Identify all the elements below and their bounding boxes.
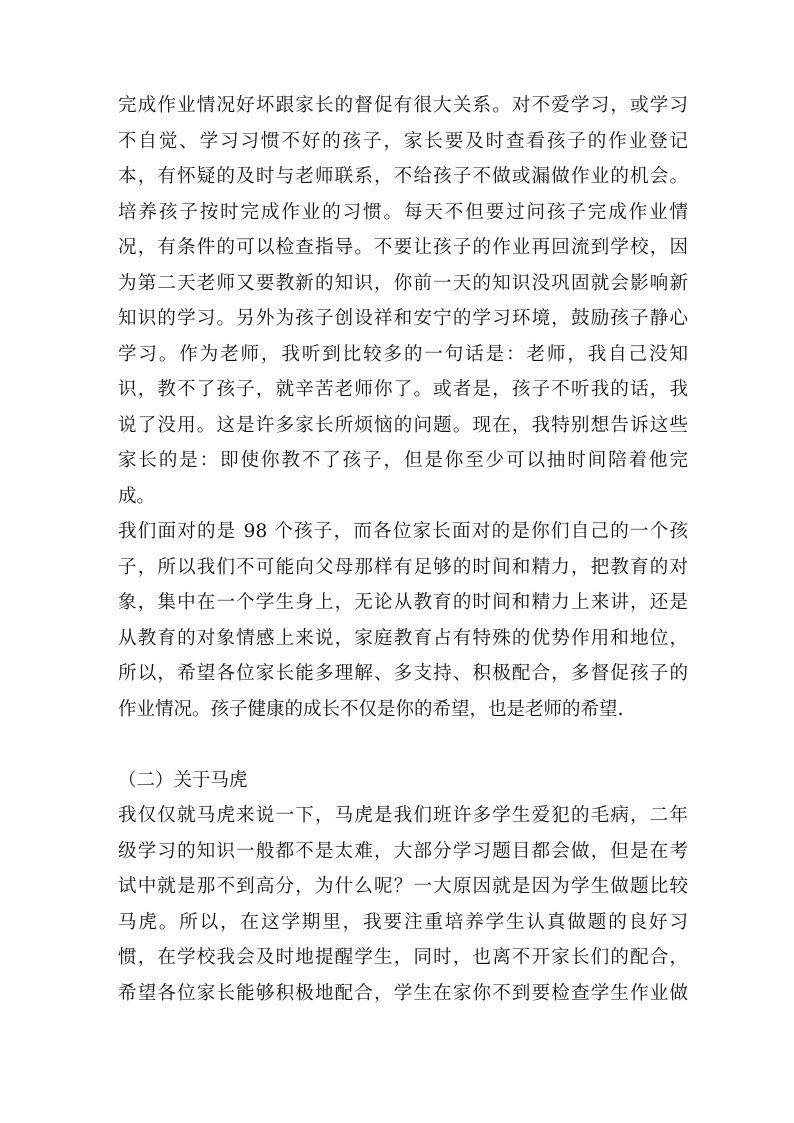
text-line: 子，所以我们不可能向父母那样有足够的时间和精力，把教育的对	[118, 556, 688, 578]
text-line: 从教育的对象情感上来说，家庭教育占有特殊的优势作用和地位，	[118, 627, 688, 649]
text-line: 所以，希望各位家长能多理解、多支持、积极配合，多督促孩子的	[118, 663, 688, 684]
text-line: 成。	[118, 485, 156, 507]
section-heading: （二）关于马虎	[118, 769, 248, 791]
text-line: 本，有怀疑的及时与老师联系，不给孩子不做或漏做作业的机会。	[118, 166, 688, 187]
text-line: 试中就是那不到高分，为什么呢？一大原因就是因为学生做题比较	[118, 876, 688, 897]
text-line: 希望各位家长能够积极地配合，学生在家你不到要检查学生作业做	[118, 982, 688, 1004]
text-line: 为第二天老师又要教新的知识，你前一天的知识没巩固就会影响新	[118, 272, 688, 294]
text-line: 说了没用。这是许多家长所烦恼的问题。现在，我特别想告诉这些	[118, 414, 688, 436]
text-line: 况，有条件的可以检查指导。不要让孩子的作业再回流到学校，因	[118, 237, 688, 258]
text-line: 家长的是：即使你教不了孩子，但是你至少可以抽时间陪着他完	[118, 450, 688, 471]
text-line: 我们面对的是 98 个孩子，而各位家长面对的是你们自己的一个孩	[118, 521, 688, 542]
text-line: 完成作业情况好坏跟家长的督促有很大关系。对不爱学习，或学习	[118, 95, 688, 116]
text-line: 识，教不了孩子，就辛苦老师你了。或者是，孩子不听我的话，我	[118, 379, 688, 400]
text-line: 象，集中在一个学生身上，无论从教育的时间和精力上来讲，还是	[118, 592, 688, 613]
text-line: 马虎。所以，在这学期里，我要注重培养学生认真做题的良好习	[118, 911, 688, 933]
text-line: 级学习的知识一般都不是太难，大部分学习题目都会做，但是在考	[118, 840, 688, 862]
document-body	[118, 88, 688, 1011]
text-line: 我仅仅就马虎来说一下，马虎是我们班许多学生爱犯的毛病，二年	[118, 805, 688, 826]
text-line: 作业情况。孩子健康的成长不仅是你的希望，也是老师的希望.	[118, 698, 624, 720]
text-line: 培养孩子按时完成作业的习惯。每天不但要过问孩子完成作业情	[118, 201, 688, 223]
text-line: 学习。作为老师，我听到比较多的一句话是：老师，我自己没知	[118, 343, 688, 365]
text-line: 惯，在学校我会及时地提醒学生，同时，也离不开家长们的配合，	[118, 947, 688, 968]
text-line: 知识的学习。另外为孩子创设祥和安宁的学习环境，鼓励孩子静心	[118, 308, 688, 329]
blank-line	[118, 727, 688, 763]
text-line: 不自觉、学习习惯不好的孩子，家长要及时查看孩子的作业登记	[118, 130, 688, 152]
